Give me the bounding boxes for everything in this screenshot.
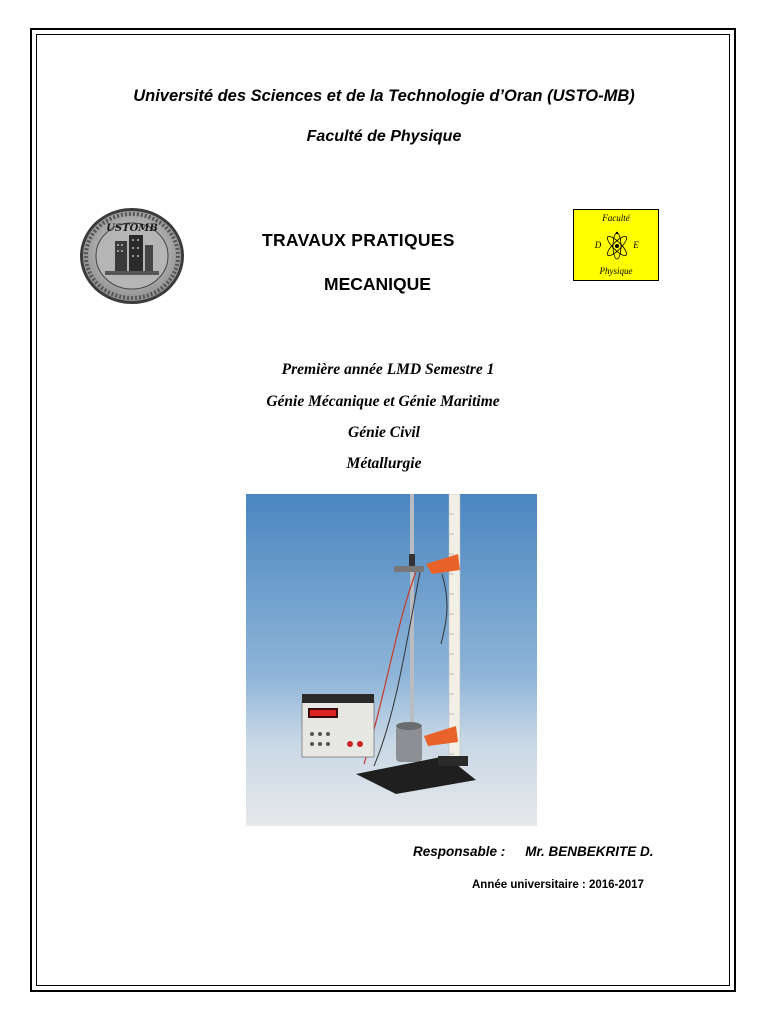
logo-top-text: Faculté: [602, 213, 630, 223]
free-fall-apparatus-photo: [246, 494, 537, 826]
university-seal-icon: [79, 207, 185, 305]
program-line-2: Génie Mécanique et Génie Maritime: [266, 393, 500, 410]
program-year: Première année LMD Semestre 1: [281, 361, 495, 378]
program-line-4: Métallurgie: [346, 455, 422, 472]
faculty-name: Faculté de Physique: [306, 128, 462, 145]
university-name: Université des Sciences et de la Technologie d’Oran (USTO-MB): [133, 87, 635, 105]
faculty-logo: [573, 209, 659, 281]
responsable-name: Mr. BENBEKRITE D.: [525, 844, 654, 859]
document-subject: MECANIQUE: [324, 274, 431, 294]
academic-year: Année universitaire : 2016-2017: [472, 879, 644, 891]
logo-left-letter: D: [594, 240, 602, 250]
responsable-line: [413, 844, 654, 859]
logo-right-letter: E: [633, 240, 639, 250]
document-title: TRAVAUX PRATIQUES: [262, 230, 455, 250]
atom-icon: [604, 230, 630, 262]
responsable-label: Responsable :: [413, 844, 506, 859]
seal-text: USTOMB: [106, 223, 158, 234]
program-line-3: Génie Civil: [348, 424, 420, 441]
logo-bottom-text: Physique: [599, 266, 633, 276]
